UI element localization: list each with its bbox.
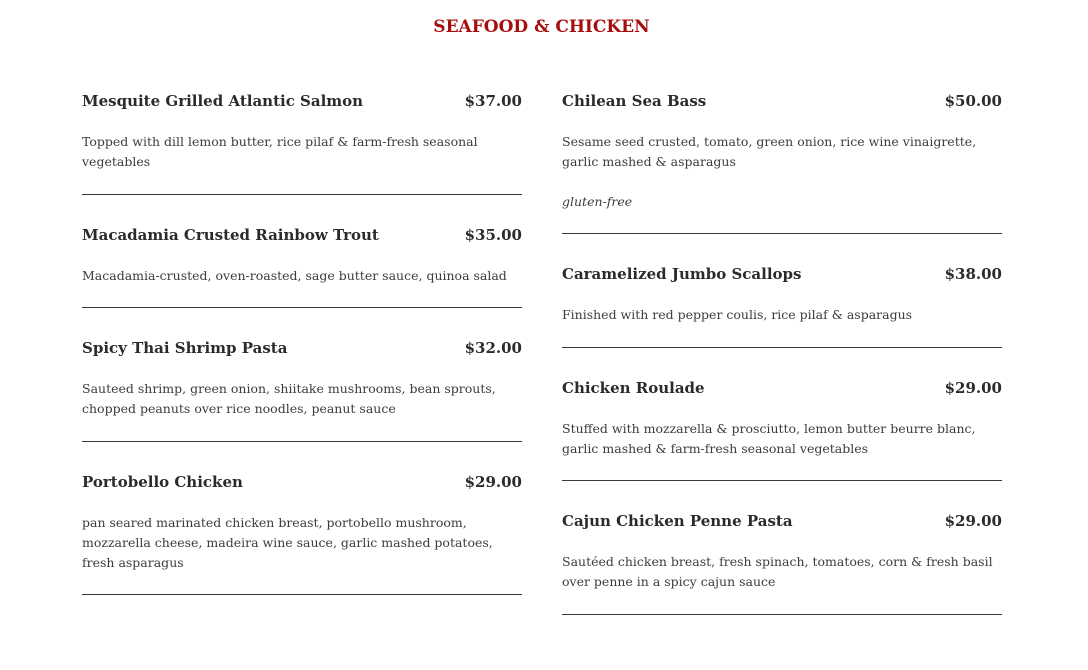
menu-item-header xyxy=(82,337,522,365)
menu-item-description: Sautéed chicken breast, fresh spinach, tomatoes, corn & fresh basil over penne in a spicy cajun sauce xyxy=(562,554,993,589)
menu-item-price: $29.00 xyxy=(944,512,1002,530)
menu-item-price: $29.00 xyxy=(944,379,1002,397)
menu-item-header xyxy=(82,471,522,499)
menu-item-header xyxy=(82,224,522,252)
menu-item-name: Chilean Sea Bass xyxy=(562,92,707,110)
menu-item-header xyxy=(562,263,1002,291)
menu-item-price: $37.00 xyxy=(464,92,522,110)
menu-item-price: $29.00 xyxy=(464,473,522,491)
menu-item-price: $38.00 xyxy=(944,265,1002,283)
menu-item-name: Mesquite Grilled Atlantic Salmon xyxy=(82,92,364,110)
menu-item-name: Macadamia Crusted Rainbow Trout xyxy=(82,226,379,244)
menu-item xyxy=(562,90,1002,234)
menu-item-price: $32.00 xyxy=(464,339,522,357)
menu-item-price: $35.00 xyxy=(464,226,522,244)
menu-item-description: Finished with red pepper coulis, rice pilaf & asparagus xyxy=(562,307,913,322)
menu-item-header xyxy=(82,90,522,118)
menu-item-description: Macadamia-crusted, oven-roasted, sage butter sauce, quinoa salad xyxy=(82,268,507,283)
menu-item-header xyxy=(562,377,1002,405)
menu-item-description: Stuffed with mozzarella & prosciutto, lemon butter beurre blanc, garlic mashed & farm-fresh seasonal vegetables xyxy=(562,421,976,456)
section-title: SEAFOOD & CHICKEN xyxy=(433,17,650,37)
menu-item-name: Portobello Chicken xyxy=(82,473,243,491)
menu-item xyxy=(562,481,1002,615)
menu-item-name: Chicken Roulade xyxy=(562,379,705,397)
menu-column-right xyxy=(562,90,1002,615)
menu-item-description: Sauteed shrimp, green onion, shiitake mushrooms, bean sprouts, chopped peanuts over rice noodles, peanut sauce xyxy=(82,381,496,416)
menu-column-left xyxy=(82,90,522,595)
menu-item-price: $50.00 xyxy=(944,92,1002,110)
menu-item-description: Sesame seed crusted, tomato, green onion, rice wine vinaigrette, garlic mashed & asparagus xyxy=(562,134,977,169)
menu-item-description: Topped with dill lemon butter, rice pilaf & farm-fresh seasonal vegetables xyxy=(82,134,478,169)
menu-item xyxy=(562,348,1002,481)
menu-item xyxy=(82,308,522,442)
menu-item xyxy=(82,195,522,308)
dietary-tag: gluten-free xyxy=(562,194,633,209)
menu-item-name: Spicy Thai Shrimp Pasta xyxy=(82,339,288,357)
menu-item xyxy=(82,442,522,595)
menu-item-header xyxy=(562,510,1002,538)
menu-item-description: pan seared marinated chicken breast, portobello mushroom, mozzarella cheese, madeira wine sauce, garlic mashed potatoes, fresh asparagus xyxy=(82,515,493,570)
menu-item xyxy=(562,234,1002,348)
menu-item-name: Caramelized Jumbo Scallops xyxy=(562,265,802,283)
menu-item-name: Cajun Chicken Penne Pasta xyxy=(562,512,793,530)
menu-item-header xyxy=(562,90,1002,118)
menu-item xyxy=(82,90,522,195)
